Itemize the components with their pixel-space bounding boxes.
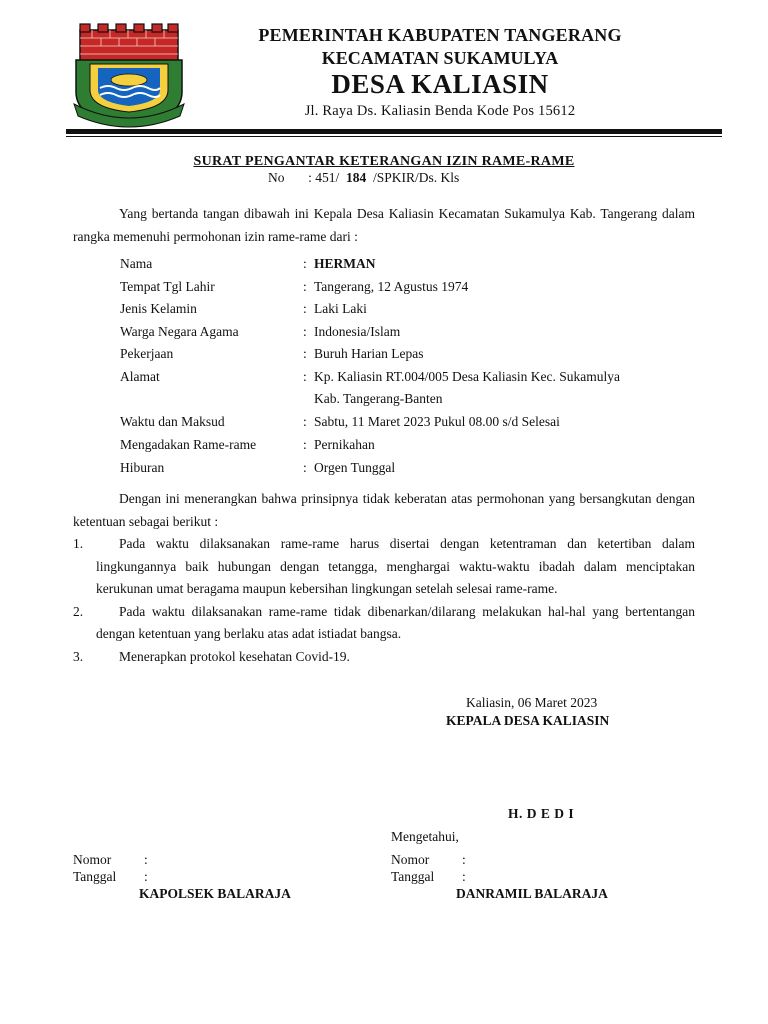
signature-position: KEPALA DESA KALIASIN [446,713,610,728]
field-value: Pernikahan [314,437,375,452]
field-value: Indonesia/Islam [314,324,401,339]
field-label: Mengadakan Rame-rame [120,437,257,452]
field-value: Laki Laki [314,301,367,316]
number-prefix: : 451/ [308,170,340,185]
letterhead-address: Jl. Raya Ds. Kaliasin Benda Kode Pos 15612 [304,103,576,119]
letterhead-district: KECAMATAN SUKAMULYA [321,48,559,68]
document-title: SURAT PENGANTAR KETERANGAN IZIN RAME-RAME [193,154,575,169]
field-colon: : [303,437,307,452]
field-value: Orgen Tunggal [314,460,396,475]
field-label: Waktu dan Maksud [120,414,225,429]
list-item [73,601,695,646]
number-suffix: /SPKIR/Ds. Kls [373,170,460,185]
conditions-list [73,533,695,668]
intro-paragraph [73,203,695,248]
footer-left-tanggal-colon: : [144,869,148,884]
list-item [73,533,695,601]
intro-text: Yang bertanda tangan dibawah ini Kepala Desa Kaliasin Kecamatan Sukamulya Kab. Tangerang dalam rangka memenuhi permohonan izin rame-rame dari : [73,206,695,244]
statement-paragraph [73,488,695,533]
number-label: No [268,170,285,185]
header-rule-thick [66,129,722,134]
field-colon: : [303,369,307,384]
letterhead-government: PEMERINTAH KABUPATEN TANGERANG [258,25,622,45]
field-label: Nama [120,256,153,271]
footer-left-title: KAPOLSEK BALARAJA [139,886,291,901]
list-number: 1. [73,536,84,551]
field-colon: : [303,324,307,339]
field-colon: : [303,256,307,271]
field-label: Jenis Kelamin [120,301,197,316]
footer-left-nomor: Nomor [73,852,112,867]
signature-place-date: Kaliasin, 06 Maret 2023 [466,695,598,710]
statement-text: Dengan ini menerangkan bahwa prinsipnya tidak keberatan atas permohonan yang bersangkutan dengan ketentuan sebagai berikut : [73,491,695,529]
footer-right-tanggal: Tanggal [391,869,435,884]
document-number [268,170,459,186]
field-colon: : [303,414,307,429]
field-label: Warga Negara Agama [120,324,239,339]
field-value: HERMAN [314,256,376,271]
field-value: Tangerang, 12 Agustus 1974 [314,279,469,294]
footer-left-tanggal: Tanggal [73,869,117,884]
field-label: Hiburan [120,460,165,475]
footer-right-tanggal-colon: : [462,869,466,884]
footer-right-nomor: Nomor [391,852,430,867]
footer-right-nomor-colon: : [462,852,466,867]
acknowledged-label: Mengetahui, [391,829,459,844]
header-rule-thin [66,136,722,137]
number-value: 184 [346,170,367,185]
list-text: Pada waktu dilaksanakan rame-rame harus disertai dengan ketentraman dan ketertiban dalam lingkungannya baik hubungan dengan tetangga, menghargai waktu-waktu ibadah dalam menciptakan kerukunan umat beragama maupun kebersihan lingkungan setelah selesai rame-rame. [96,536,695,596]
list-number: 3. [73,648,84,664]
field-colon: : [303,279,307,294]
field-value-line2: Kab. Tangerang-Banten [314,391,443,406]
field-value: Buruh Harian Lepas [314,346,424,361]
signature-name: H. D E D I [508,806,575,821]
letterhead-village: DESA KALIASIN [331,69,549,99]
list-text: Menerapkan protokol kesehatan Covid-19. [119,648,350,664]
list-text: Pada waktu dilaksanakan rame-rame tidak dibenarkan/dilarang melakukan hal-hal yang bertentangan dengan ketentuan yang berlaku atas adat istiadat bangsa. [96,603,695,641]
field-value: Sabtu, 11 Maret 2023 Pukul 08.00 s/d Selesai [314,414,560,429]
field-label: Alamat [120,369,160,384]
field-label: Tempat Tgl Lahir [120,279,215,294]
field-label: Pekerjaan [120,346,174,361]
footer-left-nomor-colon: : [144,852,148,867]
footer-right-title: DANRAMIL BALARAJA [456,886,608,901]
field-value: Kp. Kaliasin RT.004/005 Desa Kaliasin Kec. Sukamulya [314,369,621,384]
list-number: 2. [73,603,84,619]
regency-emblem-logo [68,20,190,130]
field-colon: : [303,346,307,361]
field-colon: : [303,301,307,316]
field-colon: : [303,460,307,475]
list-item [73,646,695,669]
